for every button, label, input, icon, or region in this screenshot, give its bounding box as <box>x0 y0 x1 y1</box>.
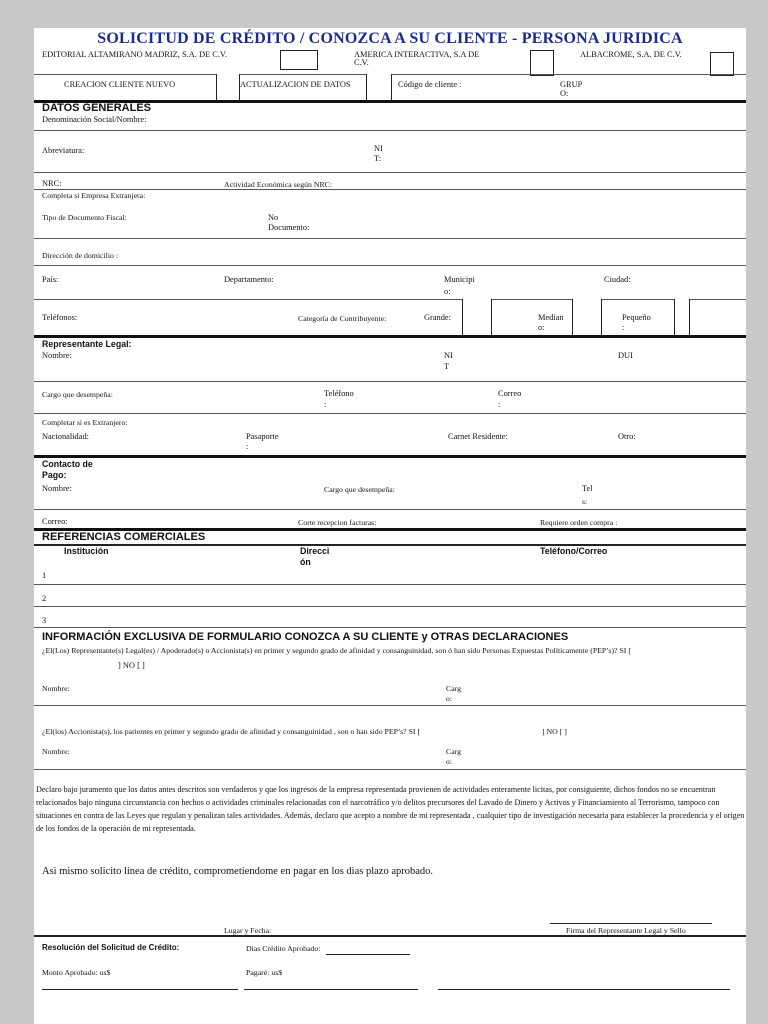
divider <box>34 769 746 770</box>
address-label: Dirección de domicilio : <box>42 251 118 260</box>
purchase-order-label: Requiere orden compra : <box>540 518 618 527</box>
fiscal-doc-type-label: Tipo de Documento Fiscal: <box>42 213 127 222</box>
small-taxpayer-label-cont: : <box>622 323 625 332</box>
signature-line[interactable] <box>550 923 712 924</box>
promissory-note-line[interactable] <box>244 989 418 990</box>
nit-label: NI <box>374 144 383 153</box>
company-america-label-cont: C.V. <box>354 58 369 67</box>
company-america-label: AMERICA INTERACTIVA, S.A DE <box>354 50 480 59</box>
section-divider <box>34 455 746 458</box>
pep-1-position-label: Carg <box>446 684 462 693</box>
group-label: GRUP <box>560 80 583 89</box>
new-client-checkbox[interactable] <box>216 74 240 101</box>
legal-rep-phone-label: Teléfono <box>324 389 354 398</box>
small-taxpayer-label: Pequeño <box>622 313 651 322</box>
foreigner-note: Completar si es Extranjero: <box>42 418 128 427</box>
pep-2-position-label: Carg <box>446 747 462 756</box>
divider <box>34 172 746 173</box>
divider <box>34 189 746 190</box>
commercial-references-heading: REFERENCIAS COMERCIALES <box>42 531 206 543</box>
reference-row-number: 3 <box>42 616 47 625</box>
economic-activity-label: Actividad Económica según NRC: <box>224 180 333 189</box>
legal-rep-nit-label-cont: T <box>444 362 450 371</box>
approved-amount-line[interactable] <box>42 989 238 990</box>
legal-rep-name-label: Nombre: <box>42 351 72 360</box>
country-label: País: <box>42 275 59 284</box>
foreign-company-note: Completa si Empresa Extranjera: <box>42 191 146 200</box>
municipality-label: Municipi <box>444 275 475 284</box>
pep-question-1-options[interactable]: ] NO [ ] <box>118 661 145 670</box>
company-albacrome-checkbox[interactable] <box>710 52 734 76</box>
divider <box>34 299 746 300</box>
payment-contact-heading-cont: Pago: <box>42 470 67 480</box>
small-taxpayer-checkbox[interactable] <box>674 299 690 336</box>
city-label: Ciudad: <box>604 275 631 284</box>
credit-request-statement: Asi mismo solicito linea de crédito, comprometiendome en pagar en los dias plazo aprobado. <box>42 866 434 877</box>
sworn-declaration-text: Declaro bajo juramento que los datos antes descritos son verdaderos y que los ingresos de la empresa representada provienen de actividades enteramente licitas, por consiguiente, dichos fondos no se encuentran relacionados bajo ninguna circunstancia con hechos o actividades criminales relacionadas con el narcotráfico y/o delitos precursores del Lavado de Dinero y Activos y Financiamiento al Terrorismo, tampoco con situaciones en contra de las Leyes que regulan y penalizan tales actividades. Además, declaro que acepto a nombre de mi representada , cualquier tipo de investigación necesaria para establecer la procedencia y el origen de los fondos de la operación de mi representada. <box>36 785 745 833</box>
pep-1-position-label-cont: o: <box>446 694 453 703</box>
reference-row-number: 1 <box>42 571 47 580</box>
col-address-header-cont: ón <box>300 557 311 567</box>
legal-rep-nit-label: NI <box>444 351 453 360</box>
pep-1-name-label: Nombre: <box>42 684 70 693</box>
reference-row-number: 2 <box>42 594 47 603</box>
resident-card-label: Carnet Residente: <box>448 432 508 441</box>
divider <box>34 606 746 607</box>
approved-credit-days-line[interactable] <box>326 954 410 955</box>
pep-2-position-label-cont: o: <box>446 757 453 766</box>
legal-rep-position-label: Cargo que desempeña: <box>42 390 113 399</box>
company-editorial-checkbox[interactable] <box>280 50 318 70</box>
pep-question-2-options[interactable]: ] NO [ ] <box>542 727 567 736</box>
doc-number-label-cont: Documento: <box>268 223 310 232</box>
payment-contact-email-label: Correo: <box>42 517 68 526</box>
divider <box>34 544 746 546</box>
approved-amount-label: Monto Aprobado: us$ <box>42 968 111 977</box>
payment-contact-position-label: Cargo que desempeña: <box>324 485 395 494</box>
divider <box>34 935 746 937</box>
doc-number-label: No <box>268 213 279 222</box>
payment-contact-name-label: Nombre: <box>42 484 72 493</box>
divider <box>34 584 746 585</box>
municipality-label-cont: o: <box>444 287 451 296</box>
company-america-checkbox[interactable] <box>530 50 554 76</box>
authorization-line[interactable] <box>438 989 730 990</box>
approved-credit-days-label: Dias Crédito Aprobado: <box>246 944 321 953</box>
company-editorial-label: EDITORIAL ALTAMIRANO MADRIZ, S.A. DE C.V. <box>42 50 227 59</box>
payment-contact-heading: Contacto de <box>42 459 93 469</box>
medium-taxpayer-label: Median <box>538 313 564 322</box>
place-date-label: Lugar y Fecha: <box>224 926 272 935</box>
pep-question-1: ¿El(Los) Representante(s) Legal(es) / Apoderado(s) o Accionista(s) en primer y segundo grado de afinidad y consanguinidad, son ó han sido Personas Expuestas Políticamente (PEP’s)? SI [ <box>42 646 631 655</box>
divider <box>34 130 746 131</box>
divider <box>34 381 746 382</box>
client-code-label: Código de cliente : <box>398 80 462 89</box>
divider <box>34 265 746 266</box>
medium-taxpayer-label-cont: o: <box>538 323 545 332</box>
legal-rep-email-label-cont: : <box>498 400 501 409</box>
divider <box>34 627 746 628</box>
large-taxpayer-label: Grande: <box>424 313 451 322</box>
divider <box>34 509 746 510</box>
kyc-info-heading: INFORMACIÓN EXCLUSIVA DE FORMULARIO CONOZCA A SU CLIENTE y OTRAS DECLARACIONES <box>42 631 569 643</box>
update-data-checkbox[interactable] <box>366 74 392 101</box>
signature-label: Firma del Representante Legal y Sello <box>566 926 686 935</box>
section-divider <box>34 335 746 338</box>
legal-rep-dui-label: DUI <box>618 351 633 360</box>
pep-question-2: ¿El(los) Accionista(s), los parientes en primer y segundo grado de afinidad y consanguinidad , son o han sido PEP’s? SI [ <box>42 727 421 736</box>
form-title: SOLICITUD DE CRÉDITO / CONOZCA A SU CLIENTE - PERSONA JURIDICA <box>97 30 683 47</box>
payment-contact-phone-label: Tel <box>582 484 593 493</box>
passport-label-cont: : <box>246 442 249 451</box>
taxpayer-category-label: Categoría de Contribuyente: <box>298 314 387 323</box>
credit-application-form <box>34 28 746 1024</box>
divider <box>34 705 746 706</box>
abbreviation-label: Abreviatura: <box>42 146 85 155</box>
col-address-header: Direcci <box>300 546 330 556</box>
phones-label: Teléfonos: <box>42 313 78 322</box>
general-data-heading: DATOS GENERALES <box>42 102 151 114</box>
credit-resolution-heading: Resolución del Solicitud de Crédito: <box>42 943 180 952</box>
nrc-label: NRC: <box>42 179 62 188</box>
divider <box>34 413 746 414</box>
nationality-label: Nacionalidad: <box>42 432 89 441</box>
group-label-cont: O: <box>560 89 569 98</box>
promissory-note-label: Pagaré: us$ <box>246 968 283 977</box>
passport-label: Pasaporte <box>246 432 279 441</box>
pep-2-name-label: Nombre: <box>42 747 70 756</box>
company-albacrome-label: ALBACROME, S.A. DE C.V. <box>580 50 682 59</box>
update-data-label: ACTUALIZACION DE DATOS <box>240 80 351 89</box>
legal-rep-heading: Representante Legal: <box>42 339 132 349</box>
large-taxpayer-checkbox[interactable] <box>462 299 492 336</box>
col-institution-header: Institución <box>64 546 109 556</box>
medium-taxpayer-checkbox[interactable] <box>572 299 602 336</box>
new-client-label: CREACION CLIENTE NUEVO <box>64 80 176 89</box>
invoice-cutoff-label: Corte recepcion facturas: <box>298 518 377 527</box>
col-phone-email-header: Teléfono/Correo <box>540 546 608 556</box>
payment-contact-phone-label-cont: s: <box>582 497 588 506</box>
legal-rep-email-label: Correo <box>498 389 522 398</box>
legal-rep-phone-label-cont: : <box>324 400 327 409</box>
nit-label-cont: T: <box>374 154 382 163</box>
other-doc-label: Otro: <box>618 432 636 441</box>
legal-name-label: Denominación Social/Nombre: <box>42 115 147 124</box>
department-label: Departamento: <box>224 275 274 284</box>
divider <box>34 238 746 239</box>
